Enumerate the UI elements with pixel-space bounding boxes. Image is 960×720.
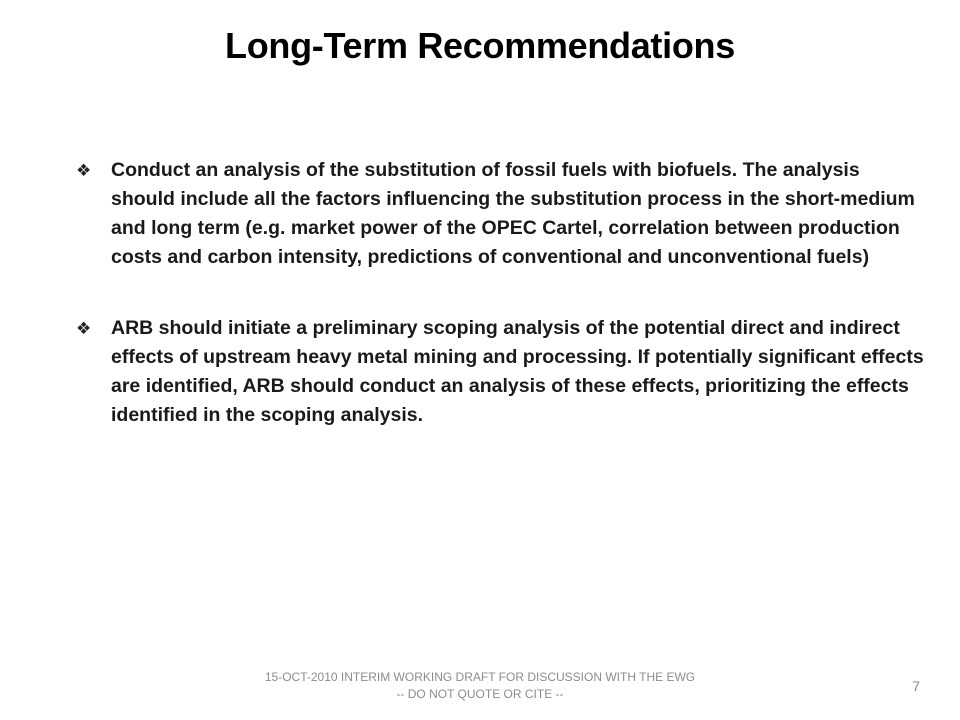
- diamond-bullet-icon: ❖: [76, 319, 92, 338]
- recommendation-text: ARB should initiate a preliminary scoping analysis of the potential direct and indirect effects of upstream heavy metal mining and processing. If potentially significant effects are identified, ARB should conduct an analysis of these effects, prioritizing the effects identified in the scoping analysis.: [111, 317, 924, 426]
- recommendation-text: Conduct an analysis of the substitution of fossil fuels with biofuels. The analysis should include all the factors influencing the substitution process in the short-medium and long term (e.g. market power of the OPEC Cartel, correlation between production costs and carbon intensity, predictions of conventional and unconventional fuels): [111, 159, 915, 268]
- recommendation-list: [76, 156, 926, 472]
- footer-do-not-quote: -- DO NOT QUOTE OR CITE --: [396, 687, 564, 701]
- recommendation-item-heavy-metal-scoping: [76, 314, 926, 430]
- diamond-bullet-icon: ❖: [76, 161, 92, 180]
- page-number: 7: [912, 678, 920, 694]
- footer-disclaimer: [200, 669, 760, 703]
- slide-title: Long-Term Recommendations: [225, 25, 735, 66]
- recommendation-item-substitution-analysis: [76, 156, 926, 272]
- footer-draft-notice: 15-OCT-2010 INTERIM WORKING DRAFT FOR DISCUSSION WITH THE EWG: [264, 670, 696, 684]
